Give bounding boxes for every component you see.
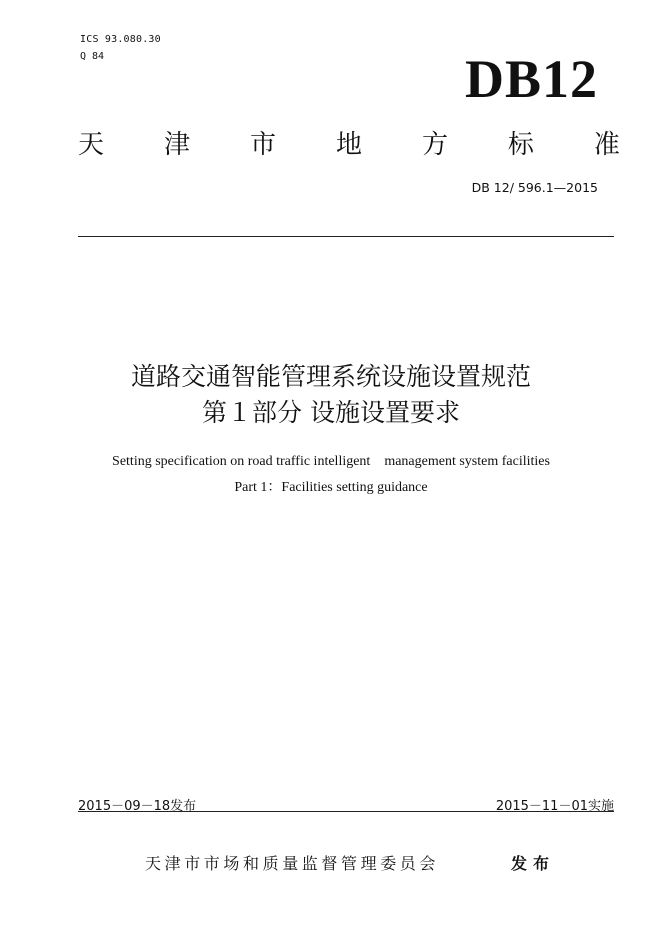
- level-char: 标: [507, 130, 534, 160]
- level-char: 方: [421, 130, 448, 160]
- level-char: 津: [163, 130, 190, 160]
- subtitle-english: Part 1：Facilities setting guidance: [234, 480, 428, 495]
- subtitle-chinese: 第１部分 设施设置要求: [202, 398, 460, 427]
- issuing-authority: 天津市市场和质量监督管理委员会: [145, 854, 440, 873]
- top-divider: [78, 236, 614, 237]
- level-char: 地: [335, 130, 362, 160]
- level-char: 市: [249, 130, 276, 160]
- level-char: 天: [78, 130, 105, 160]
- standard-logo: DB12: [464, 49, 598, 109]
- ics-code: ICS 93.080.30: [80, 34, 161, 45]
- standard-level-heading: [78, 129, 620, 161]
- ccs-code: Q 84: [80, 51, 105, 62]
- title-english: Setting specification on road traffic intelligent management system facilities: [112, 454, 550, 469]
- publish-date: 2015－09－18发布: [78, 799, 197, 814]
- standard-number: DB 12/ 596.1—2015: [471, 180, 598, 195]
- bottom-divider: [78, 811, 614, 812]
- issue-label: 发布: [511, 854, 556, 873]
- implementation-date: 2015－11－01实施: [495, 799, 614, 814]
- level-char: 准: [593, 130, 620, 160]
- title-chinese: 道路交通智能管理系统设施设置规范: [130, 362, 531, 391]
